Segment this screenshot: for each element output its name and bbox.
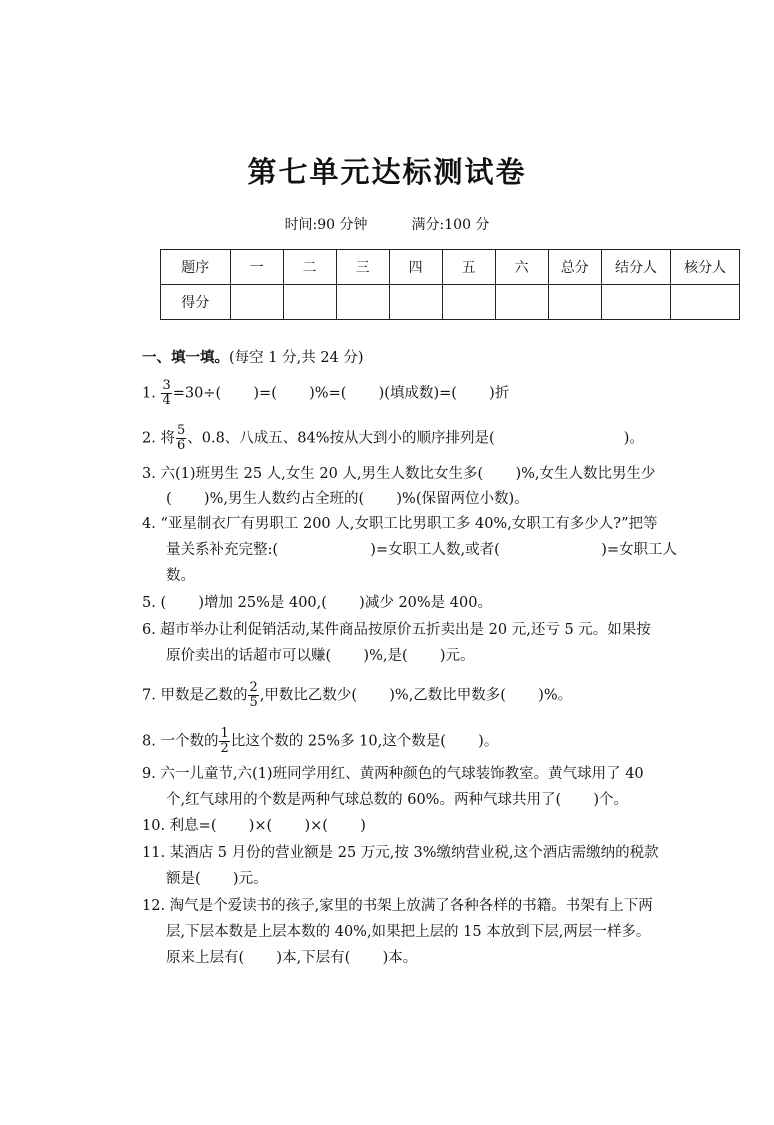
- score-cell[interactable]: [601, 285, 671, 320]
- fraction: [248, 681, 258, 710]
- score-table-score-row: [161, 285, 740, 320]
- header-cell: 题序: [161, 250, 231, 285]
- question-8: [142, 727, 498, 756]
- header-cell: 核分人: [671, 250, 740, 285]
- numerator: 5: [176, 423, 186, 438]
- question-4-line-3: 数。: [166, 568, 195, 584]
- question-12-line-2: 层,下层本数是上层本数的 40%,如果把上层的 15 本放到下层,两层一样多。: [166, 924, 651, 940]
- question-6-line-2: 原价卖出的话超市可以赚( )%,是( )元。: [166, 648, 475, 664]
- question-text: 、0.8、八成五、84%按从大到小的顺序排列是( )。: [187, 430, 644, 447]
- question-12-line-3: 原来上层有( )本,下层有( )本。: [166, 950, 418, 966]
- header-cell: 六: [495, 250, 548, 285]
- score-cell[interactable]: [230, 285, 283, 320]
- question-number: 1.: [142, 385, 156, 402]
- question-11-line-1: 11. 某酒店 5 月份的营业额是 25 万元,按 3%缴纳营业税,这个酒店需缴纳的税款: [142, 845, 659, 861]
- header-cell: 一: [230, 250, 283, 285]
- denominator: 5: [249, 695, 258, 710]
- question-9-line-1: 9. 六一儿童节,六(1)班同学用红、黄两种颜色的气球装饰教室。黄气球用了 40: [142, 766, 644, 782]
- score-cell[interactable]: [671, 285, 740, 320]
- question-text: 8. 一个数的: [142, 733, 219, 750]
- score-table: [160, 249, 740, 320]
- fraction: [161, 379, 171, 408]
- question-12-line-1: 12. 淘气是个爱读书的孩子,家里的书架上放满了各种各样的书籍。书架有上下两: [142, 898, 653, 914]
- section-title: 一、填一填。: [142, 350, 229, 366]
- full-score: 满分:100 分: [411, 217, 490, 233]
- question-4-line-1: 4. “亚星制衣厂有男职工 200 人,女职工比男职工多 40%,女职工有多少人?”把等: [142, 516, 658, 532]
- question-1: [142, 379, 509, 408]
- exam-info: [0, 214, 774, 234]
- header-cell: 五: [442, 250, 495, 285]
- question-7: [142, 681, 572, 710]
- score-cell[interactable]: [336, 285, 389, 320]
- question-text: 7. 甲数是乙数的: [142, 687, 248, 704]
- question-3-line-1: 3. 六(1)班男生 25 人,女生 20 人,男生人数比女生多( )%,女生人数比男生少: [142, 466, 656, 482]
- question-text: 比这个数的 25%多 10,这个数是( )。: [230, 733, 499, 750]
- denominator: 6: [176, 438, 186, 453]
- question-2: [142, 424, 644, 453]
- denominator: 2: [220, 741, 229, 756]
- question-4-line-2: 量关系补充完整:( )=女职工人数,或者( )=女职工人: [166, 542, 678, 558]
- page-title: 第七单元达标测试卷: [247, 155, 527, 189]
- score-table-header-row: [161, 250, 740, 285]
- time-limit: 时间:90 分钟: [284, 217, 368, 233]
- question-5: 5. ( )增加 25%是 400,( )减少 20%是 400。: [142, 595, 492, 611]
- question-3-line-2: ( )%,男生人数约占全班的( )%(保留两位小数)。: [166, 491, 529, 507]
- header-cell: 总分: [548, 250, 601, 285]
- fraction: [176, 424, 186, 453]
- score-cell[interactable]: [389, 285, 442, 320]
- row-label: 得分: [161, 285, 231, 320]
- score-cell[interactable]: [283, 285, 336, 320]
- header-cell: 三: [336, 250, 389, 285]
- header-cell: 结分人: [601, 250, 671, 285]
- score-cell[interactable]: [442, 285, 495, 320]
- question-text: 2. 将: [142, 430, 175, 447]
- numerator: 1: [220, 726, 229, 741]
- question-text: =30÷( )=( )%=( )(填成数)=( )折: [172, 385, 510, 402]
- question-6-line-1: 6. 超市举办让利促销活动,某件商品按原价五折卖出是 20 元,还亏 5 元。如果按: [142, 622, 651, 638]
- question-9-line-2: 个,红气球用的个数是两种气球总数的 60%。两种气球共用了( )个。: [166, 792, 629, 808]
- numerator: 2: [249, 680, 258, 695]
- score-cell[interactable]: [548, 285, 601, 320]
- score-cell[interactable]: [495, 285, 548, 320]
- denominator: 4: [162, 393, 171, 408]
- question-text: ,甲数比乙数少( )%,乙数比甲数多( )%。: [259, 687, 573, 704]
- header-cell: 四: [389, 250, 442, 285]
- section-heading: [142, 346, 364, 367]
- question-11-line-2: 额是( )元。: [166, 871, 268, 887]
- header-cell: 二: [283, 250, 336, 285]
- question-10: 10. 利息=( )×( )×( ): [142, 818, 366, 834]
- section-note: (每空 1 分,共 24 分): [229, 350, 364, 366]
- numerator: 3: [162, 378, 171, 393]
- fraction: [219, 727, 229, 756]
